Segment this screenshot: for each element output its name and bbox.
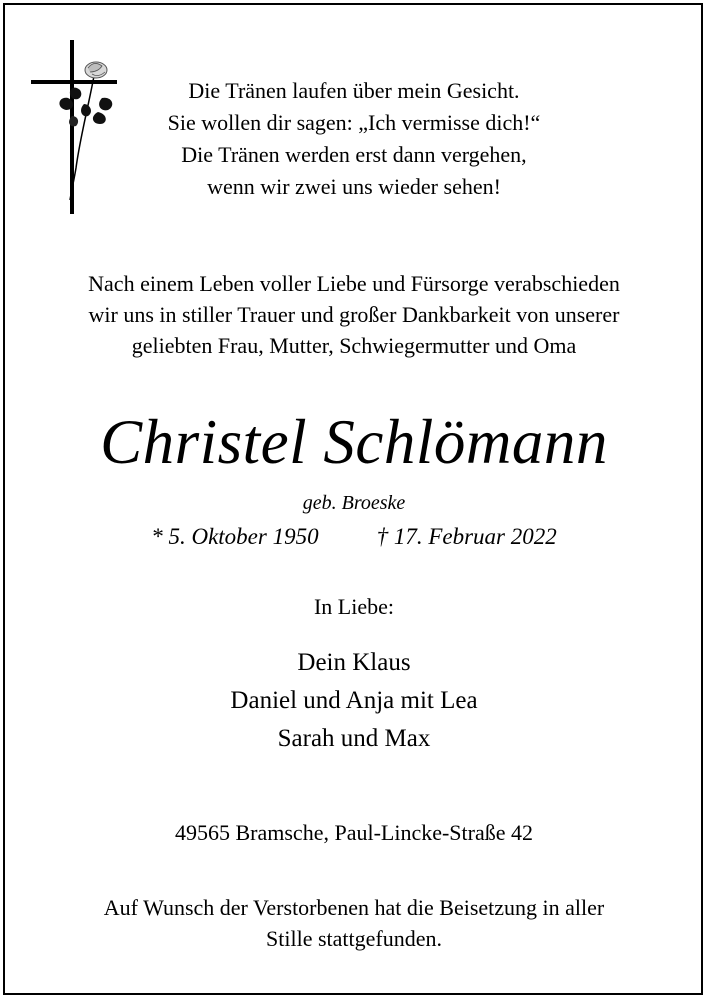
intro-line: geliebten Frau, Mutter, Schwiegermutter und Oma [131,333,577,358]
poem-line: wenn wir zwei uns wieder sehen! [207,174,501,199]
poem [110,75,598,203]
intro-text [20,268,688,361]
family-member: Sarah und Max [277,725,431,752]
in-love-line: In Liebe: [313,594,395,619]
address: 49565 Bramsche, Paul-Lincke-Straße 42 [174,820,533,845]
closing-note [30,892,678,954]
poem-line: Sie wollen dir sagen: „Ich vermisse dich!“ [167,110,541,135]
closing-line: Auf Wunsch der Verstorbenen hat die Beisetzung in aller [103,895,605,920]
family-member: Dein Klaus [297,649,411,676]
birth-date: * 5. Oktober 1950 [151,524,319,549]
deceased-name: Christel Schlömann [100,407,608,477]
closing-line: Stille stattgefunden. [266,926,442,951]
life-dates [0,521,708,553]
intro-line: Nach einem Leben voller Liebe und Fürsorge verabschieden [88,271,620,296]
poem-line: Die Tränen werden erst dann vergehen, [181,142,527,167]
death-date: † 17. Februar 2022 [376,524,557,549]
family-list [0,644,708,758]
intro-line: wir uns in stiller Trauer und großer Dankbarkeit von unserer [88,302,620,327]
poem-line: Die Tränen laufen über mein Gesicht. [188,78,520,103]
family-member: Daniel und Anja mit Lea [230,687,478,714]
maiden-name: geb. Broeske [302,492,406,514]
